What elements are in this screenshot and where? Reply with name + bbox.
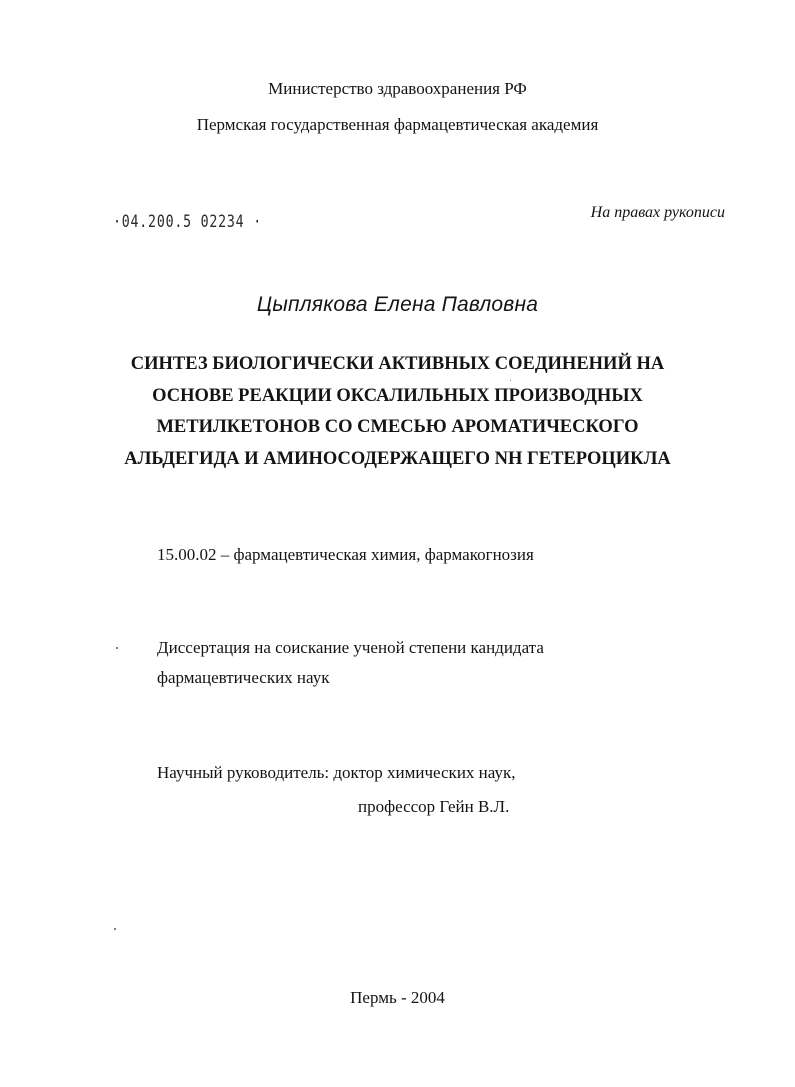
scan-speck: [114, 928, 116, 930]
city-year: Пермь - 2004: [350, 988, 445, 1007]
degree-statement-line-2: фармацевтических наук: [157, 668, 330, 687]
title-line-2: ОСНОВЕ РЕАКЦИИ ОКСАЛИЛЬНЫХ ПРОИЗВОДНЫХ: [152, 385, 643, 406]
title-line-1: СИНТЕЗ БИОЛОГИЧЕСКИ АКТИВНЫХ СОЕДИНЕНИЙ НА: [130, 354, 665, 374]
registration-stamp-number: ·04.200.5 02234 ·: [113, 212, 262, 232]
scan-speck: [510, 380, 511, 381]
academy-name: Пермская государственная фармацевтическая академия: [196, 115, 599, 134]
title-line-3: МЕТИЛКЕТОНОВ СО СМЕСЬЮ АРОМАТИЧЕСКОГО: [156, 417, 639, 437]
manuscript-rights-note: На правах рукописи: [590, 204, 725, 221]
scan-speck: [116, 647, 118, 649]
ministry-name: Министерство здравоохранения РФ: [268, 79, 527, 98]
title-line-4: АЛЬДЕГИДА И АМИНОСОДЕРЖАЩЕГО NH ГЕТЕРОЦИКЛА: [124, 448, 671, 469]
scientific-advisor-line-1: Научный руководитель: доктор химических наук,: [157, 763, 516, 782]
author-name: Цыплякова Елена Павловна: [256, 293, 539, 316]
dissertation-title: [0, 349, 795, 475]
degree-statement-line-1: Диссертация на соискание ученой степени кандидата: [157, 638, 544, 657]
scientific-advisor-line-2: профессор Гейн В.Л.: [358, 797, 510, 816]
specialty-code: 15.00.02 – фармацевтическая химия, фармакогнозия: [157, 545, 534, 564]
